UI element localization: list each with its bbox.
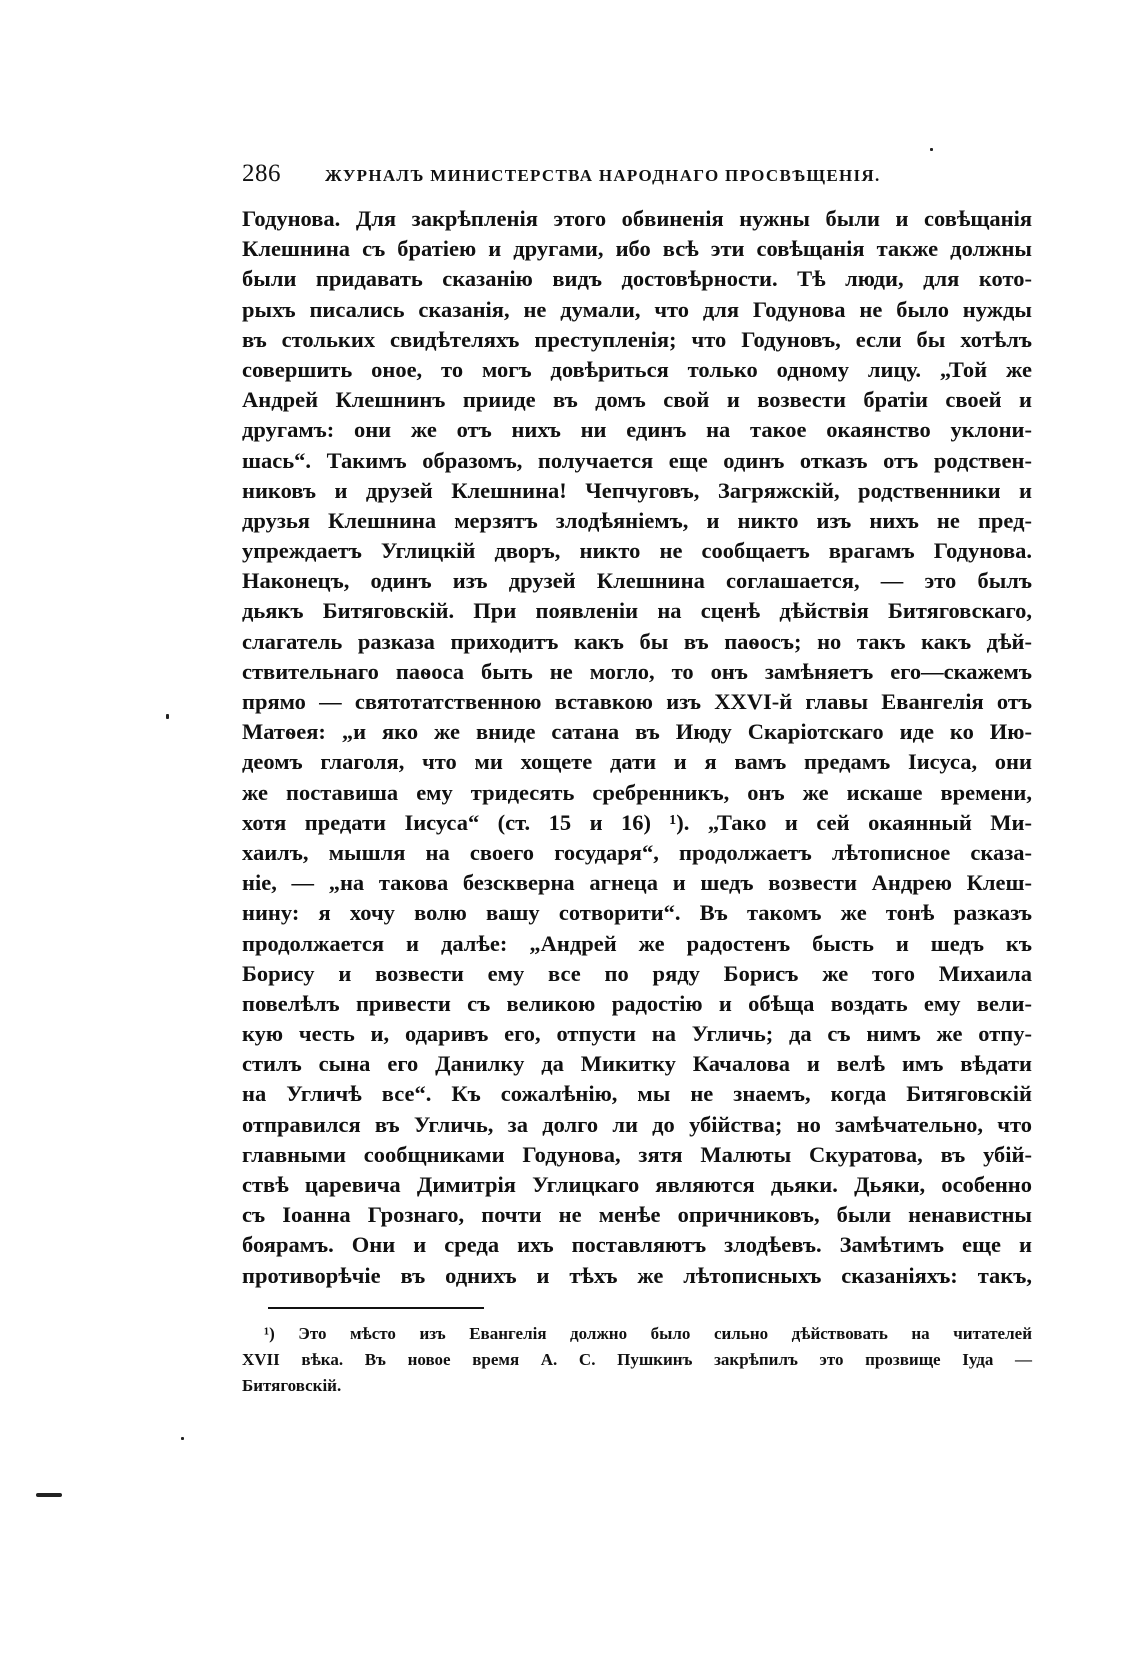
text-line: ніе, — „на такова безскверна агнеца и шедъ возвести Андрею Клеш- (242, 870, 1032, 896)
text-line: въ стольких свидѣтеляхъ преступленія; что Годуновъ, если бы хотѣлъ (242, 326, 1032, 352)
text-line: ствительнаго паѳоса быть не могло, то онъ замѣняетъ его—скажемъ (242, 658, 1032, 684)
text-line: противорѣчіе въ однихъ и тѣхъ же лѣтописныхъ сказаніяхъ: такъ, (242, 1262, 1032, 1288)
text-line: друзья Клешнина мерзятъ злодѣяніемъ, и никто изъ нихъ не пред- (242, 507, 1032, 533)
text-line: были придавать сказанію видъ достовѣрности. Тѣ люди, для кото- (242, 266, 1032, 292)
text-line: ствѣ царевича Димитрія Углицкаго являются дьяки. Дьяки, особенно (242, 1172, 1032, 1197)
page-number: 286 (242, 160, 281, 187)
text-line: Борису и возвести ему все по ряду Борисъ же того Михаила (242, 960, 1032, 986)
text-line: шась“. Такимъ образомъ, получается еще одинъ отказъ отъ родствен- (242, 447, 1032, 473)
text-line: слагатель разказа приходитъ какъ бы въ паѳосъ; но такъ какъ дѣй- (242, 628, 1032, 654)
body-text (242, 204, 1032, 1291)
text-line: нину: я хочу волю вашу сотворити“. Въ такомъ же тонѣ разказъ (242, 900, 1032, 926)
text-line: другамъ: они же отъ нихъ ни единъ на такое окаянство уклони- (242, 417, 1032, 443)
footnote-line: Битяговскій. (242, 1375, 342, 1395)
scan-speck (166, 714, 169, 719)
page-header (242, 160, 1032, 194)
text-line: повелѣлъ привести съ великою радостію и обѣща воздать ему вели- (242, 990, 1032, 1016)
text-line: Годунова. Для закрѣпленія этого обвиненія нужны были и совѣщанія (242, 206, 1032, 231)
text-line: Наконецъ, одинъ изъ друзей Клешнина соглашается, — это былъ (242, 568, 1032, 594)
text-line: главными сообщниками Годунова, зятя Малюты Скуратова, въ убій- (242, 1141, 1032, 1167)
text-line: рыхъ писались сказанія, не думали, что для Годунова не было нужды (242, 296, 1032, 322)
text-line: хотя предати Іисуса“ (ст. 15 и 16) ¹). „Тако и сей окаянный Ми- (242, 809, 1032, 835)
text-line: Андрей Клешнинъ прииде въ домъ свой и возвести братіи своей и (242, 387, 1032, 413)
scan-speck (181, 1437, 184, 1440)
scan-speck (930, 148, 933, 151)
text-line: хаилъ, мышля на своего государя“, продолжаетъ лѣтописное сказа- (242, 839, 1032, 865)
text-line: Матѳея: „и яко же вниде сатана въ Июду Скаріотскаго иде ко Ию- (242, 719, 1032, 745)
text-line: деомъ глаголя, что ми хощете дати и я вамъ предамъ Іисуса, они (242, 749, 1032, 775)
text-line: отправился въ Угличь, за долго ли до убійства; но замѣчательно, что (242, 1111, 1032, 1137)
text-line: кую честь и, одаривъ его, отпусти на Угличь; да съ нимъ же отпу- (242, 1021, 1032, 1047)
running-head: ЖУРНАЛЪ МИНИСТЕРСТВА НАРОДНАГО ПРОСВѢЩЕНІЯ. (325, 166, 881, 185)
text-line: дьякъ Битяговскій. При появленіи на сценѣ дѣйствія Битяговскаго, (242, 598, 1032, 624)
text-line: никовъ и друзей Клешнина! Чепчуговъ, Загряжскій, родственники и (242, 477, 1032, 503)
footnote-divider (268, 1307, 484, 1309)
text-line: же поставиша ему тридесять сребренникъ, онъ же искаше времени, (242, 779, 1032, 805)
footnote-line: XVII вѣка. Въ новое время А. С. Пушкинъ закрѣпилъ это прозвище Іуда — (242, 1349, 1032, 1369)
text-line: съ Іоанна Грознаго, почти не менѣе опричниковъ, были ненавистны (242, 1202, 1032, 1228)
text-line: продолжается и далѣе: „Андрей же радостенъ бысть и шедъ къ (242, 930, 1032, 956)
text-line: упреждаетъ Углицкій дворъ, никто не сообщаетъ врагамъ Годунова. (242, 538, 1032, 564)
footnote-line: ¹) Это мѣсто изъ Евангелія должно было сильно дѣйствовать на читателей (264, 1323, 1032, 1343)
text-line: прямо — святотатственною вставкою изъ XXVI-й главы Евангелія отъ (242, 689, 1032, 714)
scan-speck (36, 1493, 62, 1497)
text-line: стилъ сына его Данилку да Микитку Качалова и велѣ имъ вѣдати (242, 1051, 1032, 1077)
text-line: на Угличѣ все“. Къ сожалѣнію, мы не знаемъ, когда Битяговскій (242, 1081, 1032, 1107)
text-line: Клешнина съ братіею и другами, ибо всѣ эти совѣщанія также должны (242, 236, 1032, 262)
text-line: боярамъ. Они и среда ихъ поставляютъ злодѣевъ. Замѣтимъ еще и (242, 1232, 1032, 1258)
footnotes (242, 1321, 1032, 1399)
book-page (242, 160, 1032, 1399)
text-line: совершить оное, то могъ довѣриться только одному лицу. „Той же (242, 356, 1032, 382)
